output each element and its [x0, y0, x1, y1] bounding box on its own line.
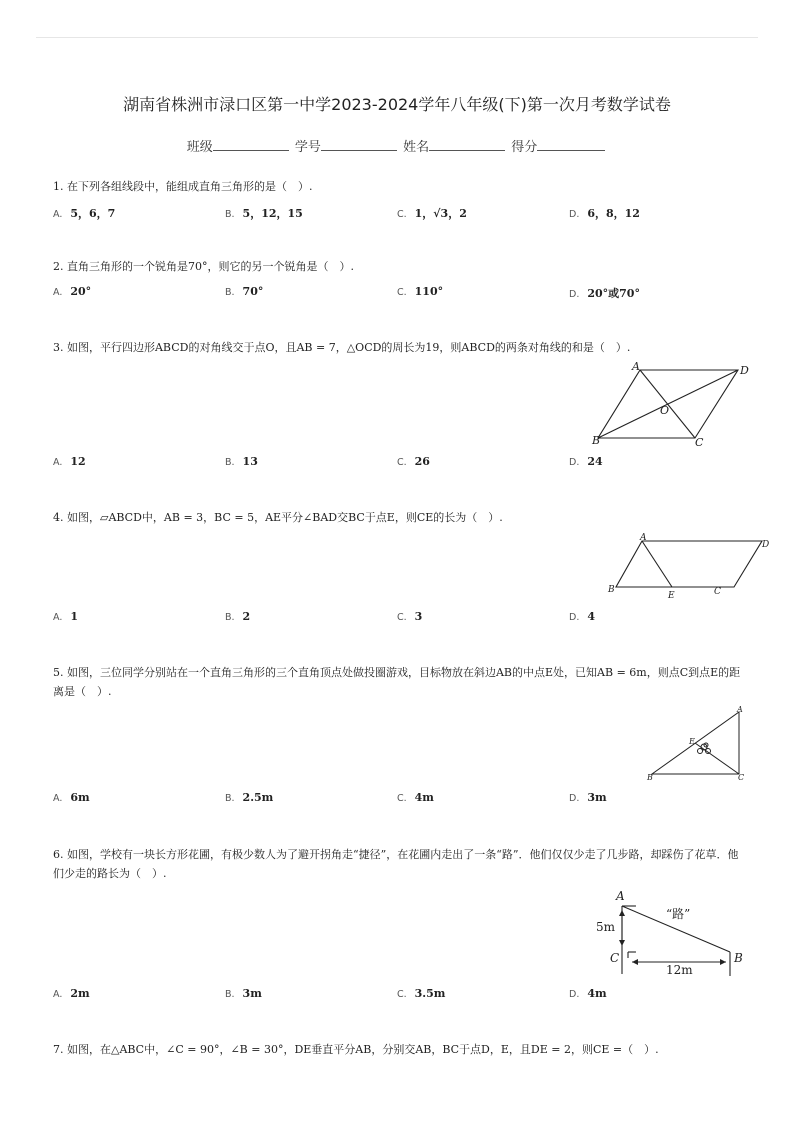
option-a[interactable]: A. 12	[53, 455, 86, 468]
question-stem: 7. 如图，在△ABC中，∠C = 90°，∠B = 30°，DE垂直平分AB，分别交AB，BC于点D，E，且DE = 2，则CE =（ ）.	[53, 1043, 659, 1056]
label-a: A	[632, 360, 640, 373]
question-1-options	[53, 205, 743, 221]
arrow-head	[632, 959, 638, 965]
question-7	[53, 1040, 743, 1059]
option-d[interactable]: D. 4	[569, 610, 595, 623]
option-c[interactable]: C. 26	[397, 455, 430, 468]
question-5	[53, 663, 743, 701]
question-5-options	[53, 791, 743, 807]
class-label: 班级	[186, 140, 213, 155]
page-title: 湖南省株洲市渌口区第一中学2023-2024学年八年级(下)第一次月考数学试卷	[123, 95, 671, 114]
label-c: C	[714, 587, 721, 597]
label-b: B	[592, 434, 601, 447]
class-blank[interactable]	[213, 138, 289, 151]
label-o: O	[660, 404, 670, 417]
option-b[interactable]: B. 13	[225, 455, 258, 468]
parallelogram-figure-q4	[604, 532, 774, 600]
top-divider	[36, 37, 758, 38]
label-d: D	[762, 540, 770, 550]
name-blank[interactable]	[429, 138, 505, 151]
id-blank[interactable]	[321, 138, 397, 151]
label-b: B	[734, 951, 743, 965]
option-c[interactable]: C. 3	[397, 610, 423, 623]
option-d[interactable]: D. 24	[569, 455, 603, 468]
option-b[interactable]: B. 5，12，15	[225, 207, 303, 220]
label-a: A	[616, 889, 625, 903]
option-c[interactable]: C. 1，√3，2	[397, 207, 467, 220]
question-stem: 5. 如图，三位同学分别站在一个直角三角形的三个直角顶点处做投圈游戏，目标物放在斜边AB的中点E处，已知AB = 6m，则点C到点E的距离是（ ）.	[53, 666, 741, 698]
question-stem: 3. 如图，平行四边形ABCD的对角线交于点O，且AB = 7，△OCD的周长为19，则ABCD的两条对角线的和是（ ）.	[53, 341, 631, 354]
option-b[interactable]: B. 2.5m	[225, 791, 274, 804]
garden-path-figure-q6	[592, 884, 752, 980]
length-cb-label: 12m	[666, 963, 693, 977]
label-b: B	[647, 773, 653, 782]
option-a[interactable]: A. 6m	[53, 791, 90, 804]
option-b[interactable]: B. 2	[225, 610, 251, 623]
option-a[interactable]: A. 20°	[53, 285, 92, 298]
road-label: “路”	[666, 907, 691, 921]
segment-ae	[642, 541, 672, 587]
arrow-head	[619, 910, 625, 916]
option-c[interactable]: C. 110°	[397, 285, 444, 298]
arrow-head	[720, 959, 726, 965]
student-info-row	[0, 136, 794, 155]
option-a[interactable]: A. 2m	[53, 987, 90, 1000]
question-6-options	[53, 987, 743, 1003]
option-a[interactable]: A. 5，6，7	[53, 207, 116, 220]
option-d[interactable]: D. 6，8，12	[569, 207, 640, 220]
question-2	[53, 257, 743, 276]
option-d[interactable]: D. 20°或70°	[569, 287, 640, 300]
option-d[interactable]: D. 3m	[569, 791, 607, 804]
parallelogram-figure-q3	[590, 360, 750, 450]
option-b[interactable]: B. 70°	[225, 285, 264, 298]
right-triangle-figure-q5	[644, 704, 748, 784]
question-stem: 4. 如图，▱ABCD中，AB = 3，BC = 5，AE平分∠BAD交BC于点E，则CE的长为（ ）.	[53, 511, 503, 524]
arrow-head	[619, 940, 625, 946]
score-blank[interactable]	[537, 138, 605, 151]
option-d[interactable]: D. 4m	[569, 987, 607, 1000]
question-4	[53, 508, 743, 527]
label-b: B	[608, 585, 615, 595]
question-3-options	[53, 455, 743, 471]
option-c[interactable]: C. 3.5m	[397, 987, 446, 1000]
target-ring	[698, 749, 703, 754]
option-b[interactable]: B. 3m	[225, 987, 262, 1000]
name-label: 姓名	[403, 140, 430, 155]
id-label: 学号	[294, 140, 321, 155]
label-e: E	[689, 737, 695, 746]
option-a[interactable]: A. 1	[53, 610, 79, 623]
question-6	[53, 845, 743, 883]
question-4-options	[53, 610, 743, 626]
question-1	[53, 177, 743, 196]
score-label: 得分	[511, 140, 538, 155]
option-c[interactable]: C. 4m	[397, 791, 434, 804]
label-c: C	[738, 773, 745, 782]
label-c: C	[695, 436, 704, 449]
label-c: C	[610, 951, 620, 965]
label-d: D	[740, 364, 749, 377]
label-a: A	[640, 533, 647, 543]
segment-ce	[695, 743, 739, 774]
parallelogram-abcd	[616, 541, 762, 587]
label-a: A	[737, 705, 743, 714]
question-stem: 6. 如图，学校有一块长方形花圃，有极少数人为了避开拐角走“捷径”，在花圃内走出了一条“路”．他们仅仅少走了几步路，却踩伤了花草．他们少走的路长为（ ）.	[53, 848, 739, 880]
label-e: E	[668, 591, 675, 600]
length-ac-label: 5m	[596, 920, 616, 934]
question-stem: 2. 直角三角形的一个锐角是70°，则它的另一个锐角是（ ）.	[53, 260, 354, 273]
question-stem: 1. 在下列各组线段中，能组成直角三角形的是（ ）.	[53, 180, 313, 193]
question-2-options	[53, 285, 743, 301]
question-3	[53, 338, 743, 357]
